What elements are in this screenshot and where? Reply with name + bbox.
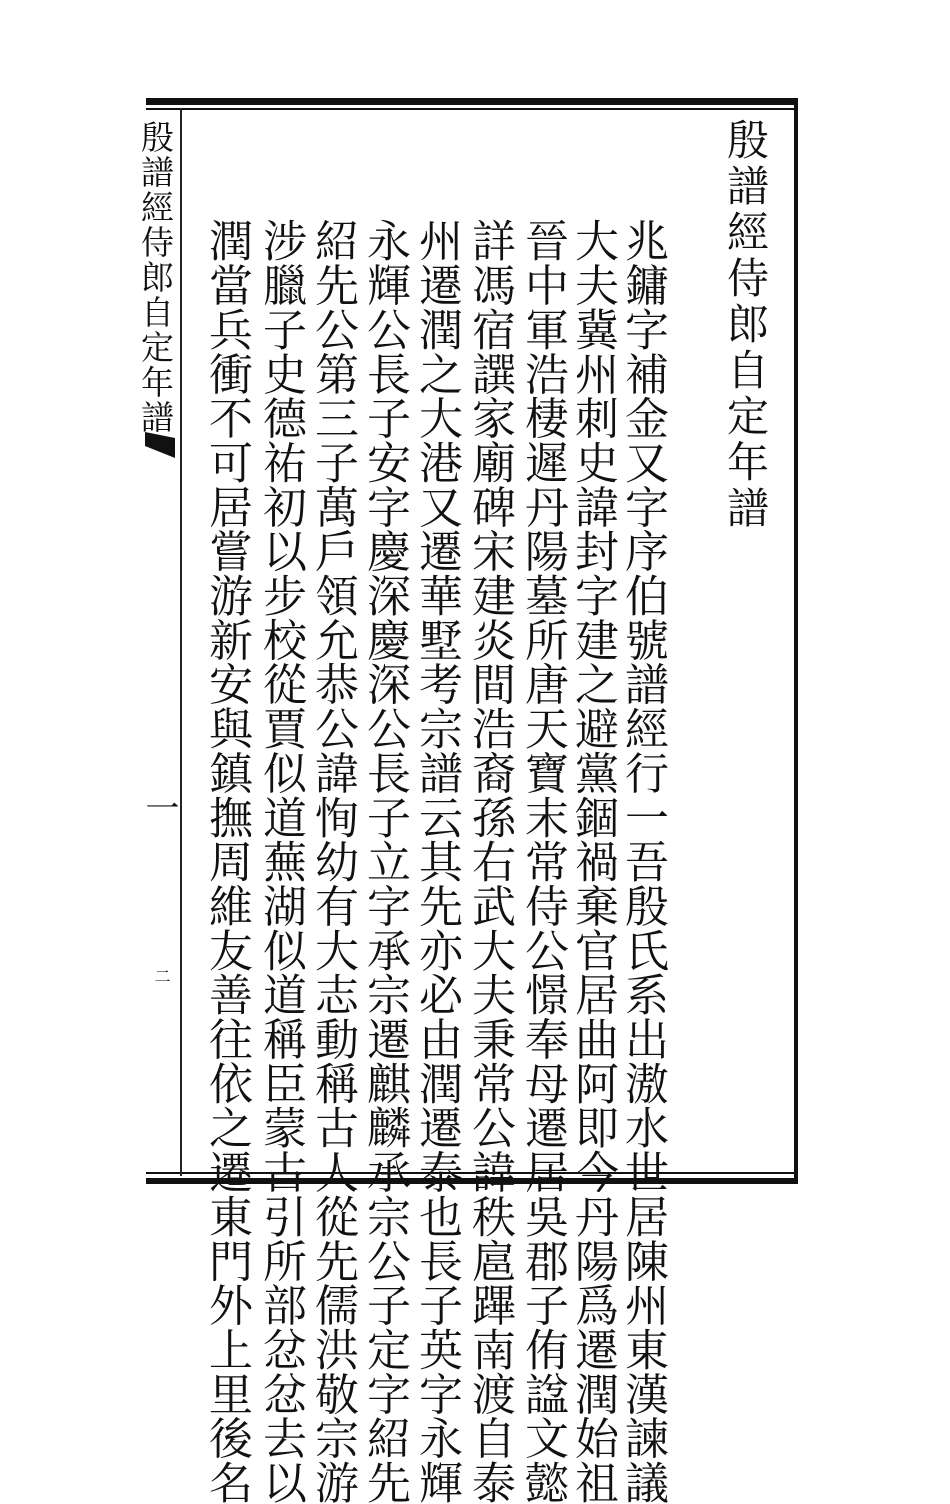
text-column-3: 晉中軍浩棲遲丹陽墓所唐天寶末常侍公憬奉母遷居吳郡子侑諡文懿 (517, 218, 568, 1504)
top-border-thick (146, 98, 798, 105)
margin-title: 殷譜經侍郎自定年譜 (136, 120, 175, 435)
text-column-4: 詳馮宿譔家廟碑宋建炎間浩裔孫右武大夫秉常公諱秩扈蹕南渡自泰 (464, 218, 515, 1504)
margin-small-mark: 二 (152, 968, 171, 984)
text-column-7: 紹先公第三子萬戶領允恭公諱恂幼有大志動稱古人從先儒洪敬宗游 (307, 218, 358, 1504)
gutter-rule (180, 108, 182, 1176)
page-number: 一 (139, 790, 179, 824)
right-border (794, 98, 798, 1184)
fishtail-mark-icon (143, 428, 177, 462)
text-column-9: 潤當兵衝不可居嘗游新安與鎮撫周維友善往依之遷東門外上里後名 (201, 218, 252, 1504)
text-column-6: 永輝公長子安字慶深慶深公長子立字承宗遷麒麟承宗公子定字紹先 (359, 218, 410, 1504)
text-column-5: 州遷潤之大港又遷華墅考宗譜云其先亦必由潤遷泰也長子英字永輝 (411, 218, 462, 1504)
text-column-8: 涉臘子史德祐初以步校從賈似道蕪湖似道稱臣蒙古引所部忿忿去以 (255, 218, 306, 1504)
page-title: 殷譜經侍郎自定年譜 (721, 118, 770, 532)
text-column-2: 大夫冀州刺史諱封字建之避黨錮禍棄官居曲阿即今丹陽爲遷潤始祖 (567, 218, 618, 1504)
top-border-thin (146, 108, 798, 110)
text-column-1: 兆鏞字補金又字序伯號譜經行一吾殷氏系出滶水世居陳州東漢諫議 (617, 218, 668, 1504)
